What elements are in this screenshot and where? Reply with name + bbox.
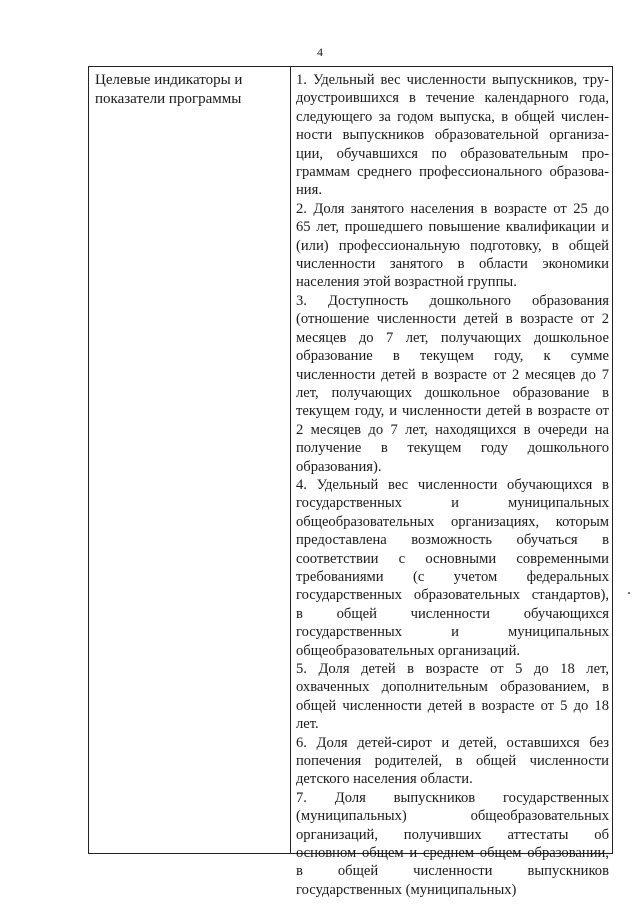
indicator-line: попечения родителей, в общей численности <box>296 753 609 770</box>
indicator-line: граммам среднего профессионального образова- <box>296 164 609 181</box>
indicator-line: численности детей в возрасте от 2 месяцев до 7 <box>296 366 609 383</box>
indicator-line: общеобразовательных организаций. <box>296 642 521 659</box>
column-divider <box>290 67 291 853</box>
indicator-line: (муниципальных) общеобразовательных <box>296 808 609 825</box>
indicator-line: лет, получающих дошкольное образование в <box>296 384 609 401</box>
indicator-line: численности занятого в области экономики <box>296 256 609 273</box>
indicator-line: 4. Удельный вес численности обучающихся в <box>296 476 609 493</box>
indicator-line: государственных образовательных стандартов), <box>296 587 609 604</box>
indicator-line: лет. <box>296 716 319 733</box>
indicator-line: ности выпускников образовательной организа- <box>296 127 609 144</box>
indicator-item <box>296 292 609 476</box>
indicator-line: 6. Доля детей-сирот и детей, оставшихся без <box>296 734 609 751</box>
indicator-line: образование в текущем году, к сумме <box>296 348 609 365</box>
indicator-item <box>296 476 609 660</box>
indicator-line: охваченных дополнительным образованием, в <box>296 679 609 696</box>
indicators-heading: Целевые индикаторы и показатели программы <box>95 72 243 107</box>
indicator-line: общей численности детей в возрасте от 5 до 18 <box>296 697 609 714</box>
indicator-line: доустроившихся в течение календарного года, <box>296 90 609 107</box>
indicator-line: 1. Удельный вес численности выпускников, тру- <box>296 72 609 88</box>
indicator-line: ции, обучавшихся по образовательным про- <box>296 145 609 162</box>
indicator-line: 2. Доля занятого населения в возрасте от 25 до <box>296 200 609 217</box>
indicator-line: месяцев до 7 лет, получающих дошкольное <box>296 329 609 346</box>
indicator-item <box>296 71 609 200</box>
indicator-item <box>296 200 609 292</box>
indicator-line: образования). <box>296 458 382 475</box>
scan-mark <box>628 592 630 594</box>
page-number: 4 <box>317 45 323 59</box>
indicator-line: следующего за годом выпуска, в общей числен- <box>296 108 609 125</box>
indicator-line: 7. Доля выпускников государственных <box>296 789 609 806</box>
indicator-line: получение в текущем году дошкольного <box>296 440 609 457</box>
indicator-line: соответствии с основными современными <box>296 550 609 567</box>
indicator-item <box>296 789 609 899</box>
indicator-line: государственных и муниципальных <box>296 495 609 512</box>
program-table <box>88 66 613 898</box>
indicator-line: 3. Доступность дошкольного образования <box>296 292 609 309</box>
indicators-list <box>296 71 609 899</box>
indicator-line: основном общем и среднем общем образовании, <box>296 845 609 862</box>
indicator-line: общеобразовательных организациях, которым <box>296 513 609 530</box>
indicator-line: 65 лет, прошедшего повышение квалификации и <box>296 219 609 236</box>
indicator-line: (или) профессиональную подготовку, в общей <box>296 237 609 254</box>
indicator-line: в общей численности выпускников <box>296 863 609 880</box>
indicator-line: текущем году, и численности детей в возрасте от <box>296 403 609 420</box>
indicator-line: 5. Доля детей в возрасте от 5 до 18 лет, <box>296 661 609 677</box>
indicator-line: требованиями (с учетом федеральных <box>296 568 609 585</box>
indicator-line: в общей численности обучающихся <box>296 605 609 622</box>
indicator-line: государственных и муниципальных <box>296 624 609 641</box>
indicator-item <box>296 734 609 789</box>
indicator-line: (отношение численности детей в возрасте от 2 <box>296 311 609 328</box>
indicator-line: 2 месяцев до 7 лет, находящихся в очереди на <box>296 421 609 438</box>
indicator-line: организаций, получивших аттестаты об <box>296 826 609 843</box>
indicator-line: предоставлена возможность обучаться в <box>296 532 609 549</box>
indicator-line: населения этой возрастной группы. <box>296 274 517 291</box>
indicator-line: государственных (муниципальных) <box>296 881 517 898</box>
indicator-item <box>296 660 609 734</box>
indicator-line: ния. <box>296 182 322 199</box>
indicator-line: детского населения области. <box>296 771 473 788</box>
